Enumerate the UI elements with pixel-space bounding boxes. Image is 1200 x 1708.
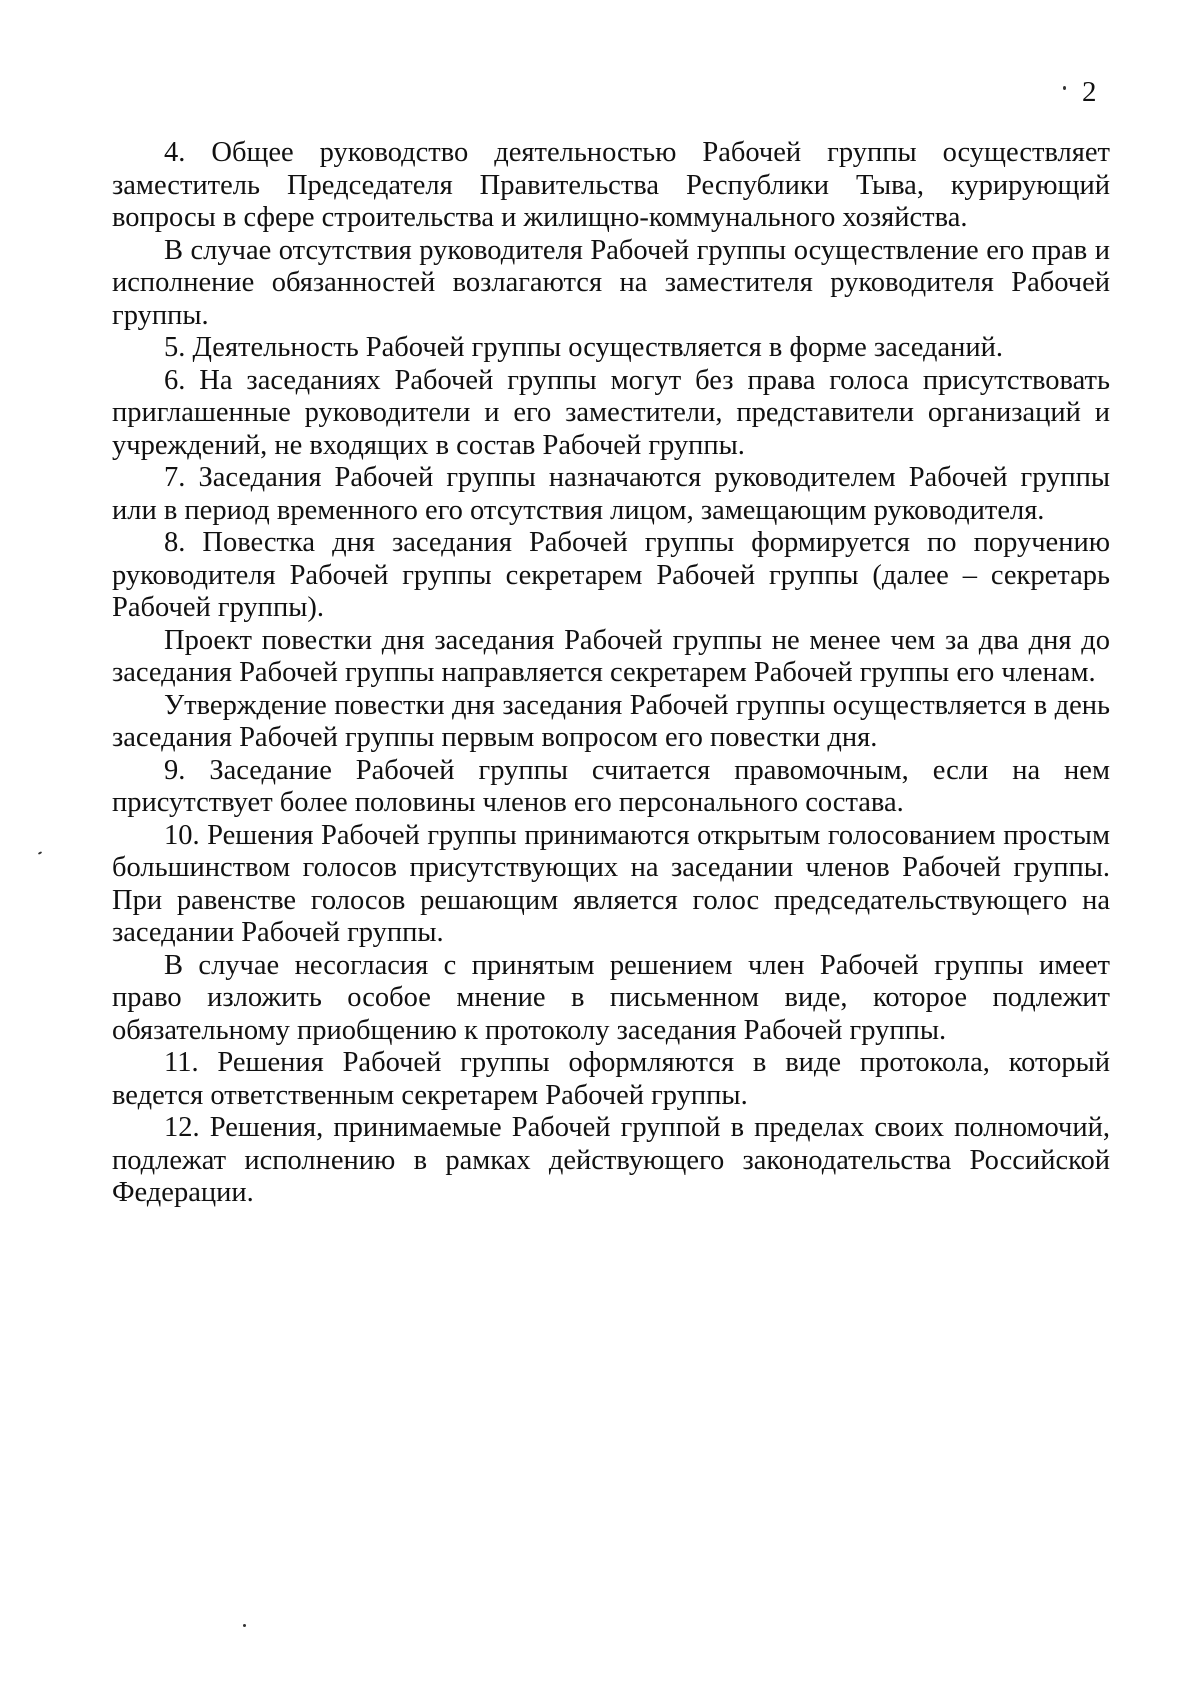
scan-speck [1063,86,1066,90]
paragraph-6: 6. На заседаниях Рабочей группы могут без права голоса присутствовать приглашенные руководители и его заместители, представители организаций и учреждений, не входящих в состав Рабочей группы. [112,364,1110,461]
document-body [112,137,1110,1210]
scan-speck [243,1624,246,1627]
paragraph-12: 12. Решения, принимаемые Рабочей группой в пределах своих полномочий, подлежат исполнению в рамках действующего законодательства Российской Федерации. [112,1112,1110,1208]
paragraph-5: 5. Деятельность Рабочей группы осуществляется в форме заседаний. [164,332,1004,363]
scan-speck [38,851,42,855]
paragraph-7: 7. Заседания Рабочей группы назначаются руководителем Рабочей группы или в период временного его отсутствия лицом, замещающим руководителя. [112,462,1110,526]
paragraph-9: 9. Заседание Рабочей группы считается правомочным, если на нем присутствует более половины членов его персонального состава. [112,754,1110,818]
paragraph-8-draft-agenda: Проект повестки дня заседания Рабочей группы не менее чем за два дня до заседания Рабочей группы направляется секретарем Рабочей группы его членам. [112,624,1110,688]
paragraph-10-dissent: В случае несогласия с принятым решением член Рабочей группы имеет право изложить особое мнение в письменном виде, которое подлежит обязательному приобщению к протоколу заседания Рабочей группы. [112,949,1110,1046]
paragraph-4: 4. Общее руководство деятельностью Рабочей группы осуществляет заместитель Председателя Правительства Республики Тыва, курирующий вопросы в сфере строительства и жилищно-коммунального хозяйства. [112,137,1110,233]
paragraph-4-absence: В случае отсутствия руководителя Рабочей группы осуществление его прав и исполнение обязанностей возлагаются на заместителя руководителя Рабочей группы. [112,234,1110,331]
paragraph-11: 11. Решения Рабочей группы оформляются в виде протокола, который ведется ответственным секретарем Рабочей группы. [112,1047,1110,1111]
paragraph-10: 10. Решения Рабочей группы принимаются открытым голосованием простым большинством голосов присутствующих на заседании членов Рабочей группы. При равенстве голосов решающим является голос председательствующего на заседании Рабочей группы. [112,819,1110,948]
paragraph-8: 8. Повестка дня заседания Рабочей группы формируется по поручению руководителя Рабочей группы секретарем Рабочей группы (далее – секретарь Рабочей группы). [112,527,1110,623]
page-number: 2 [1082,76,1097,108]
paragraph-8-agenda-approval: Утверждение повестки дня заседания Рабочей группы осуществляется в день заседания Рабочей группы первым вопросом его повестки дня. [112,689,1110,753]
